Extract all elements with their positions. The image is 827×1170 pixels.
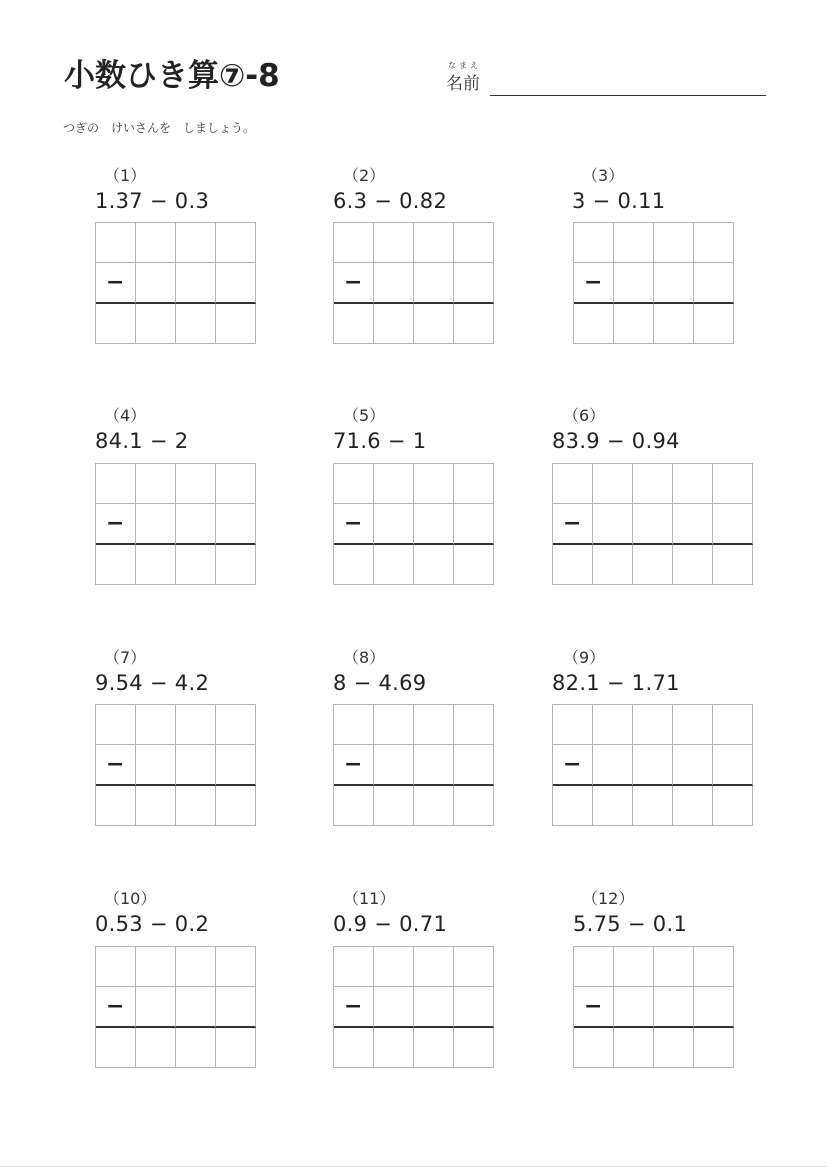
answer-cell[interactable] <box>96 223 136 263</box>
answer-cell[interactable] <box>176 705 216 745</box>
answer-cell[interactable] <box>633 705 673 745</box>
answer-cell[interactable] <box>654 947 694 987</box>
answer-cell[interactable] <box>673 745 713 786</box>
problem-number: （11） <box>343 889 396 908</box>
answer-cell[interactable] <box>176 1028 216 1068</box>
answer-grid <box>573 222 734 344</box>
answer-cell[interactable] <box>454 947 494 987</box>
problem-expression: 83.9 − 0.94 <box>552 429 680 453</box>
operator-cell: − <box>334 263 374 304</box>
answer-cell[interactable] <box>574 947 614 987</box>
answer-grid <box>95 704 256 826</box>
answer-cell[interactable] <box>694 987 734 1028</box>
answer-cell[interactable] <box>374 223 414 263</box>
problem-number: （4） <box>104 406 147 425</box>
answer-cell[interactable] <box>374 304 414 344</box>
worksheet-title: 小数ひき算⑦-8 <box>64 58 280 94</box>
answer-cell[interactable] <box>216 947 256 987</box>
grid-row <box>96 464 256 504</box>
answer-cell[interactable] <box>574 1028 614 1068</box>
name-field-area <box>446 60 766 100</box>
problem-expression: 0.53 − 0.2 <box>95 912 210 936</box>
answer-cell[interactable] <box>334 1028 374 1068</box>
problem-expression: 9.54 − 4.2 <box>95 671 210 695</box>
answer-cell[interactable] <box>216 304 256 344</box>
answer-cell[interactable] <box>414 1028 454 1068</box>
answer-cell[interactable] <box>454 223 494 263</box>
answer-cell[interactable] <box>414 947 454 987</box>
answer-cell[interactable] <box>633 504 673 545</box>
answer-cell[interactable] <box>614 263 654 304</box>
answer-cell[interactable] <box>374 786 414 826</box>
answer-cell[interactable] <box>136 947 176 987</box>
answer-cell[interactable] <box>136 786 176 826</box>
name-ruby: なまえ <box>448 61 481 70</box>
answer-cell[interactable] <box>414 545 454 585</box>
grid-row <box>334 1028 494 1068</box>
answer-cell[interactable] <box>654 304 694 344</box>
grid-row <box>96 786 256 826</box>
answer-cell[interactable] <box>694 1028 734 1068</box>
answer-cell[interactable] <box>673 464 713 504</box>
answer-cell[interactable] <box>673 786 713 826</box>
answer-cell[interactable] <box>414 304 454 344</box>
answer-cell[interactable] <box>713 786 753 826</box>
answer-cell[interactable] <box>334 545 374 585</box>
answer-cell[interactable] <box>96 304 136 344</box>
answer-grid <box>552 704 753 826</box>
answer-cell[interactable] <box>614 304 654 344</box>
grid-row <box>334 304 494 344</box>
grid-row <box>96 504 256 545</box>
grid-row <box>553 504 753 545</box>
answer-cell[interactable] <box>334 786 374 826</box>
answer-cell[interactable] <box>454 304 494 344</box>
answer-cell[interactable] <box>176 745 216 786</box>
answer-cell[interactable] <box>414 223 454 263</box>
grid-row <box>334 223 494 263</box>
answer-cell[interactable] <box>374 1028 414 1068</box>
problem-expression: 82.1 − 1.71 <box>552 671 680 695</box>
answer-cell[interactable] <box>374 504 414 545</box>
answer-cell[interactable] <box>136 987 176 1028</box>
answer-cell[interactable] <box>216 987 256 1028</box>
grid-row <box>574 947 734 987</box>
problem-expression: 3 − 0.11 <box>572 189 666 213</box>
grid-row <box>334 987 494 1028</box>
answer-cell[interactable] <box>673 705 713 745</box>
answer-cell[interactable] <box>713 745 753 786</box>
page-bottom-border <box>0 1166 827 1167</box>
answer-cell[interactable] <box>216 705 256 745</box>
answer-cell[interactable] <box>713 504 753 545</box>
grid-row <box>334 464 494 504</box>
answer-grid <box>333 704 494 826</box>
answer-cell[interactable] <box>553 464 593 504</box>
answer-cell[interactable] <box>694 304 734 344</box>
problem-expression: 71.6 − 1 <box>333 429 427 453</box>
instruction-text: つぎの けいさんを しましょう。 <box>63 121 256 135</box>
problem-expression: 84.1 − 2 <box>95 429 189 453</box>
answer-cell[interactable] <box>614 1028 654 1068</box>
answer-grid <box>95 463 256 585</box>
problem-number: （5） <box>343 406 386 425</box>
answer-cell[interactable] <box>553 786 593 826</box>
answer-grid <box>95 946 256 1068</box>
answer-cell[interactable] <box>334 464 374 504</box>
problem-number: （1） <box>104 166 147 185</box>
grid-row <box>334 745 494 786</box>
answer-cell[interactable] <box>454 745 494 786</box>
answer-cell[interactable] <box>593 464 633 504</box>
answer-cell[interactable] <box>593 745 633 786</box>
answer-cell[interactable] <box>176 786 216 826</box>
grid-row <box>553 464 753 504</box>
answer-cell[interactable] <box>136 263 176 304</box>
problem-expression: 0.9 − 0.71 <box>333 912 448 936</box>
answer-cell[interactable] <box>136 223 176 263</box>
problem-number: （9） <box>563 648 606 667</box>
answer-cell[interactable] <box>136 504 176 545</box>
grid-row <box>96 705 256 745</box>
grid-row <box>574 263 734 304</box>
operator-cell: − <box>574 263 614 304</box>
grid-row <box>574 304 734 344</box>
answer-cell[interactable] <box>176 464 216 504</box>
problem-number: （6） <box>563 406 606 425</box>
answer-cell[interactable] <box>614 947 654 987</box>
answer-cell[interactable] <box>136 464 176 504</box>
answer-cell[interactable] <box>136 545 176 585</box>
answer-cell[interactable] <box>454 545 494 585</box>
answer-cell[interactable] <box>654 987 694 1028</box>
answer-cell[interactable] <box>96 947 136 987</box>
answer-cell[interactable] <box>633 745 673 786</box>
answer-cell[interactable] <box>414 504 454 545</box>
answer-cell[interactable] <box>414 745 454 786</box>
answer-cell[interactable] <box>633 786 673 826</box>
grid-row <box>574 987 734 1028</box>
answer-cell[interactable] <box>176 987 216 1028</box>
operator-cell: − <box>96 987 136 1028</box>
grid-row <box>334 705 494 745</box>
problem-number: （10） <box>104 889 157 908</box>
answer-cell[interactable] <box>216 1028 256 1068</box>
answer-cell[interactable] <box>176 947 216 987</box>
answer-cell[interactable] <box>136 745 176 786</box>
answer-cell[interactable] <box>553 705 593 745</box>
answer-cell[interactable] <box>334 947 374 987</box>
problem-expression: 8 − 4.69 <box>333 671 427 695</box>
answer-cell[interactable] <box>136 1028 176 1068</box>
answer-cell[interactable] <box>553 545 593 585</box>
answer-cell[interactable] <box>374 745 414 786</box>
operator-cell: − <box>334 745 374 786</box>
problem-expression: 1.37 − 0.3 <box>95 189 210 213</box>
answer-cell[interactable] <box>176 223 216 263</box>
answer-grid <box>95 222 256 344</box>
answer-cell[interactable] <box>614 987 654 1028</box>
answer-cell[interactable] <box>414 705 454 745</box>
answer-grid <box>573 946 734 1068</box>
operator-cell: − <box>96 263 136 304</box>
answer-cell[interactable] <box>654 263 694 304</box>
answer-cell[interactable] <box>414 263 454 304</box>
answer-cell[interactable] <box>593 705 633 745</box>
problem-number: （3） <box>582 166 625 185</box>
answer-cell[interactable] <box>593 786 633 826</box>
answer-grid <box>552 463 753 585</box>
name-write-line[interactable] <box>490 95 766 96</box>
grid-row <box>96 987 256 1028</box>
answer-cell[interactable] <box>334 304 374 344</box>
grid-row <box>334 786 494 826</box>
grid-row <box>96 545 256 585</box>
problem-number: （12） <box>582 889 635 908</box>
answer-cell[interactable] <box>374 464 414 504</box>
answer-cell[interactable] <box>374 263 414 304</box>
problem-number: （7） <box>104 648 147 667</box>
answer-cell[interactable] <box>654 223 694 263</box>
answer-cell[interactable] <box>593 545 633 585</box>
answer-cell[interactable] <box>454 1028 494 1068</box>
answer-cell[interactable] <box>216 786 256 826</box>
answer-cell[interactable] <box>694 263 734 304</box>
operator-cell: − <box>96 745 136 786</box>
answer-cell[interactable] <box>713 464 753 504</box>
answer-cell[interactable] <box>216 504 256 545</box>
answer-cell[interactable] <box>176 504 216 545</box>
answer-cell[interactable] <box>216 223 256 263</box>
answer-cell[interactable] <box>713 705 753 745</box>
problem-expression: 5.75 − 0.1 <box>573 912 688 936</box>
answer-cell[interactable] <box>633 464 673 504</box>
answer-cell[interactable] <box>136 705 176 745</box>
grid-row <box>96 947 256 987</box>
answer-cell[interactable] <box>593 504 633 545</box>
operator-cell: − <box>334 504 374 545</box>
answer-cell[interactable] <box>176 304 216 344</box>
answer-cell[interactable] <box>454 263 494 304</box>
answer-cell[interactable] <box>96 1028 136 1068</box>
answer-cell[interactable] <box>673 545 713 585</box>
answer-cell[interactable] <box>136 304 176 344</box>
answer-cell[interactable] <box>96 705 136 745</box>
problem-expression: 6.3 − 0.82 <box>333 189 448 213</box>
grid-row <box>553 545 753 585</box>
answer-cell[interactable] <box>694 947 734 987</box>
grid-row <box>574 1028 734 1068</box>
answer-cell[interactable] <box>654 1028 694 1068</box>
answer-cell[interactable] <box>96 545 136 585</box>
operator-cell: − <box>96 504 136 545</box>
answer-grid <box>333 463 494 585</box>
answer-grid <box>333 222 494 344</box>
grid-row <box>553 705 753 745</box>
answer-cell[interactable] <box>334 223 374 263</box>
answer-cell[interactable] <box>414 786 454 826</box>
operator-cell: − <box>334 987 374 1028</box>
grid-row <box>96 745 256 786</box>
answer-cell[interactable] <box>374 545 414 585</box>
grid-row <box>334 263 494 304</box>
grid-row <box>96 263 256 304</box>
grid-row <box>334 947 494 987</box>
answer-cell[interactable] <box>216 545 256 585</box>
operator-cell: − <box>574 987 614 1028</box>
grid-row <box>553 786 753 826</box>
answer-cell[interactable] <box>334 705 374 745</box>
answer-cell[interactable] <box>673 504 713 545</box>
answer-cell[interactable] <box>713 545 753 585</box>
operator-cell: − <box>553 504 593 545</box>
answer-cell[interactable] <box>414 464 454 504</box>
problem-number: （8） <box>343 648 386 667</box>
answer-cell[interactable] <box>454 705 494 745</box>
answer-cell[interactable] <box>374 705 414 745</box>
operator-cell: − <box>553 745 593 786</box>
answer-cell[interactable] <box>454 987 494 1028</box>
grid-row <box>334 545 494 585</box>
problem-number: （2） <box>343 166 386 185</box>
answer-cell[interactable] <box>414 987 454 1028</box>
answer-cell[interactable] <box>574 304 614 344</box>
grid-row <box>96 1028 256 1068</box>
answer-cell[interactable] <box>96 786 136 826</box>
answer-cell[interactable] <box>216 263 256 304</box>
answer-cell[interactable] <box>216 745 256 786</box>
name-label: 名前 <box>446 74 480 94</box>
answer-cell[interactable] <box>374 947 414 987</box>
answer-cell[interactable] <box>96 464 136 504</box>
answer-cell[interactable] <box>454 464 494 504</box>
grid-row <box>334 504 494 545</box>
answer-cell[interactable] <box>454 786 494 826</box>
grid-row <box>553 745 753 786</box>
answer-grid <box>333 946 494 1068</box>
grid-row <box>574 223 734 263</box>
answer-cell[interactable] <box>176 545 216 585</box>
grid-row <box>96 223 256 263</box>
answer-cell[interactable] <box>454 504 494 545</box>
answer-cell[interactable] <box>633 545 673 585</box>
answer-cell[interactable] <box>176 263 216 304</box>
answer-cell[interactable] <box>574 223 614 263</box>
grid-row <box>96 304 256 344</box>
answer-cell[interactable] <box>614 223 654 263</box>
answer-cell[interactable] <box>216 464 256 504</box>
answer-cell[interactable] <box>374 987 414 1028</box>
answer-cell[interactable] <box>694 223 734 263</box>
